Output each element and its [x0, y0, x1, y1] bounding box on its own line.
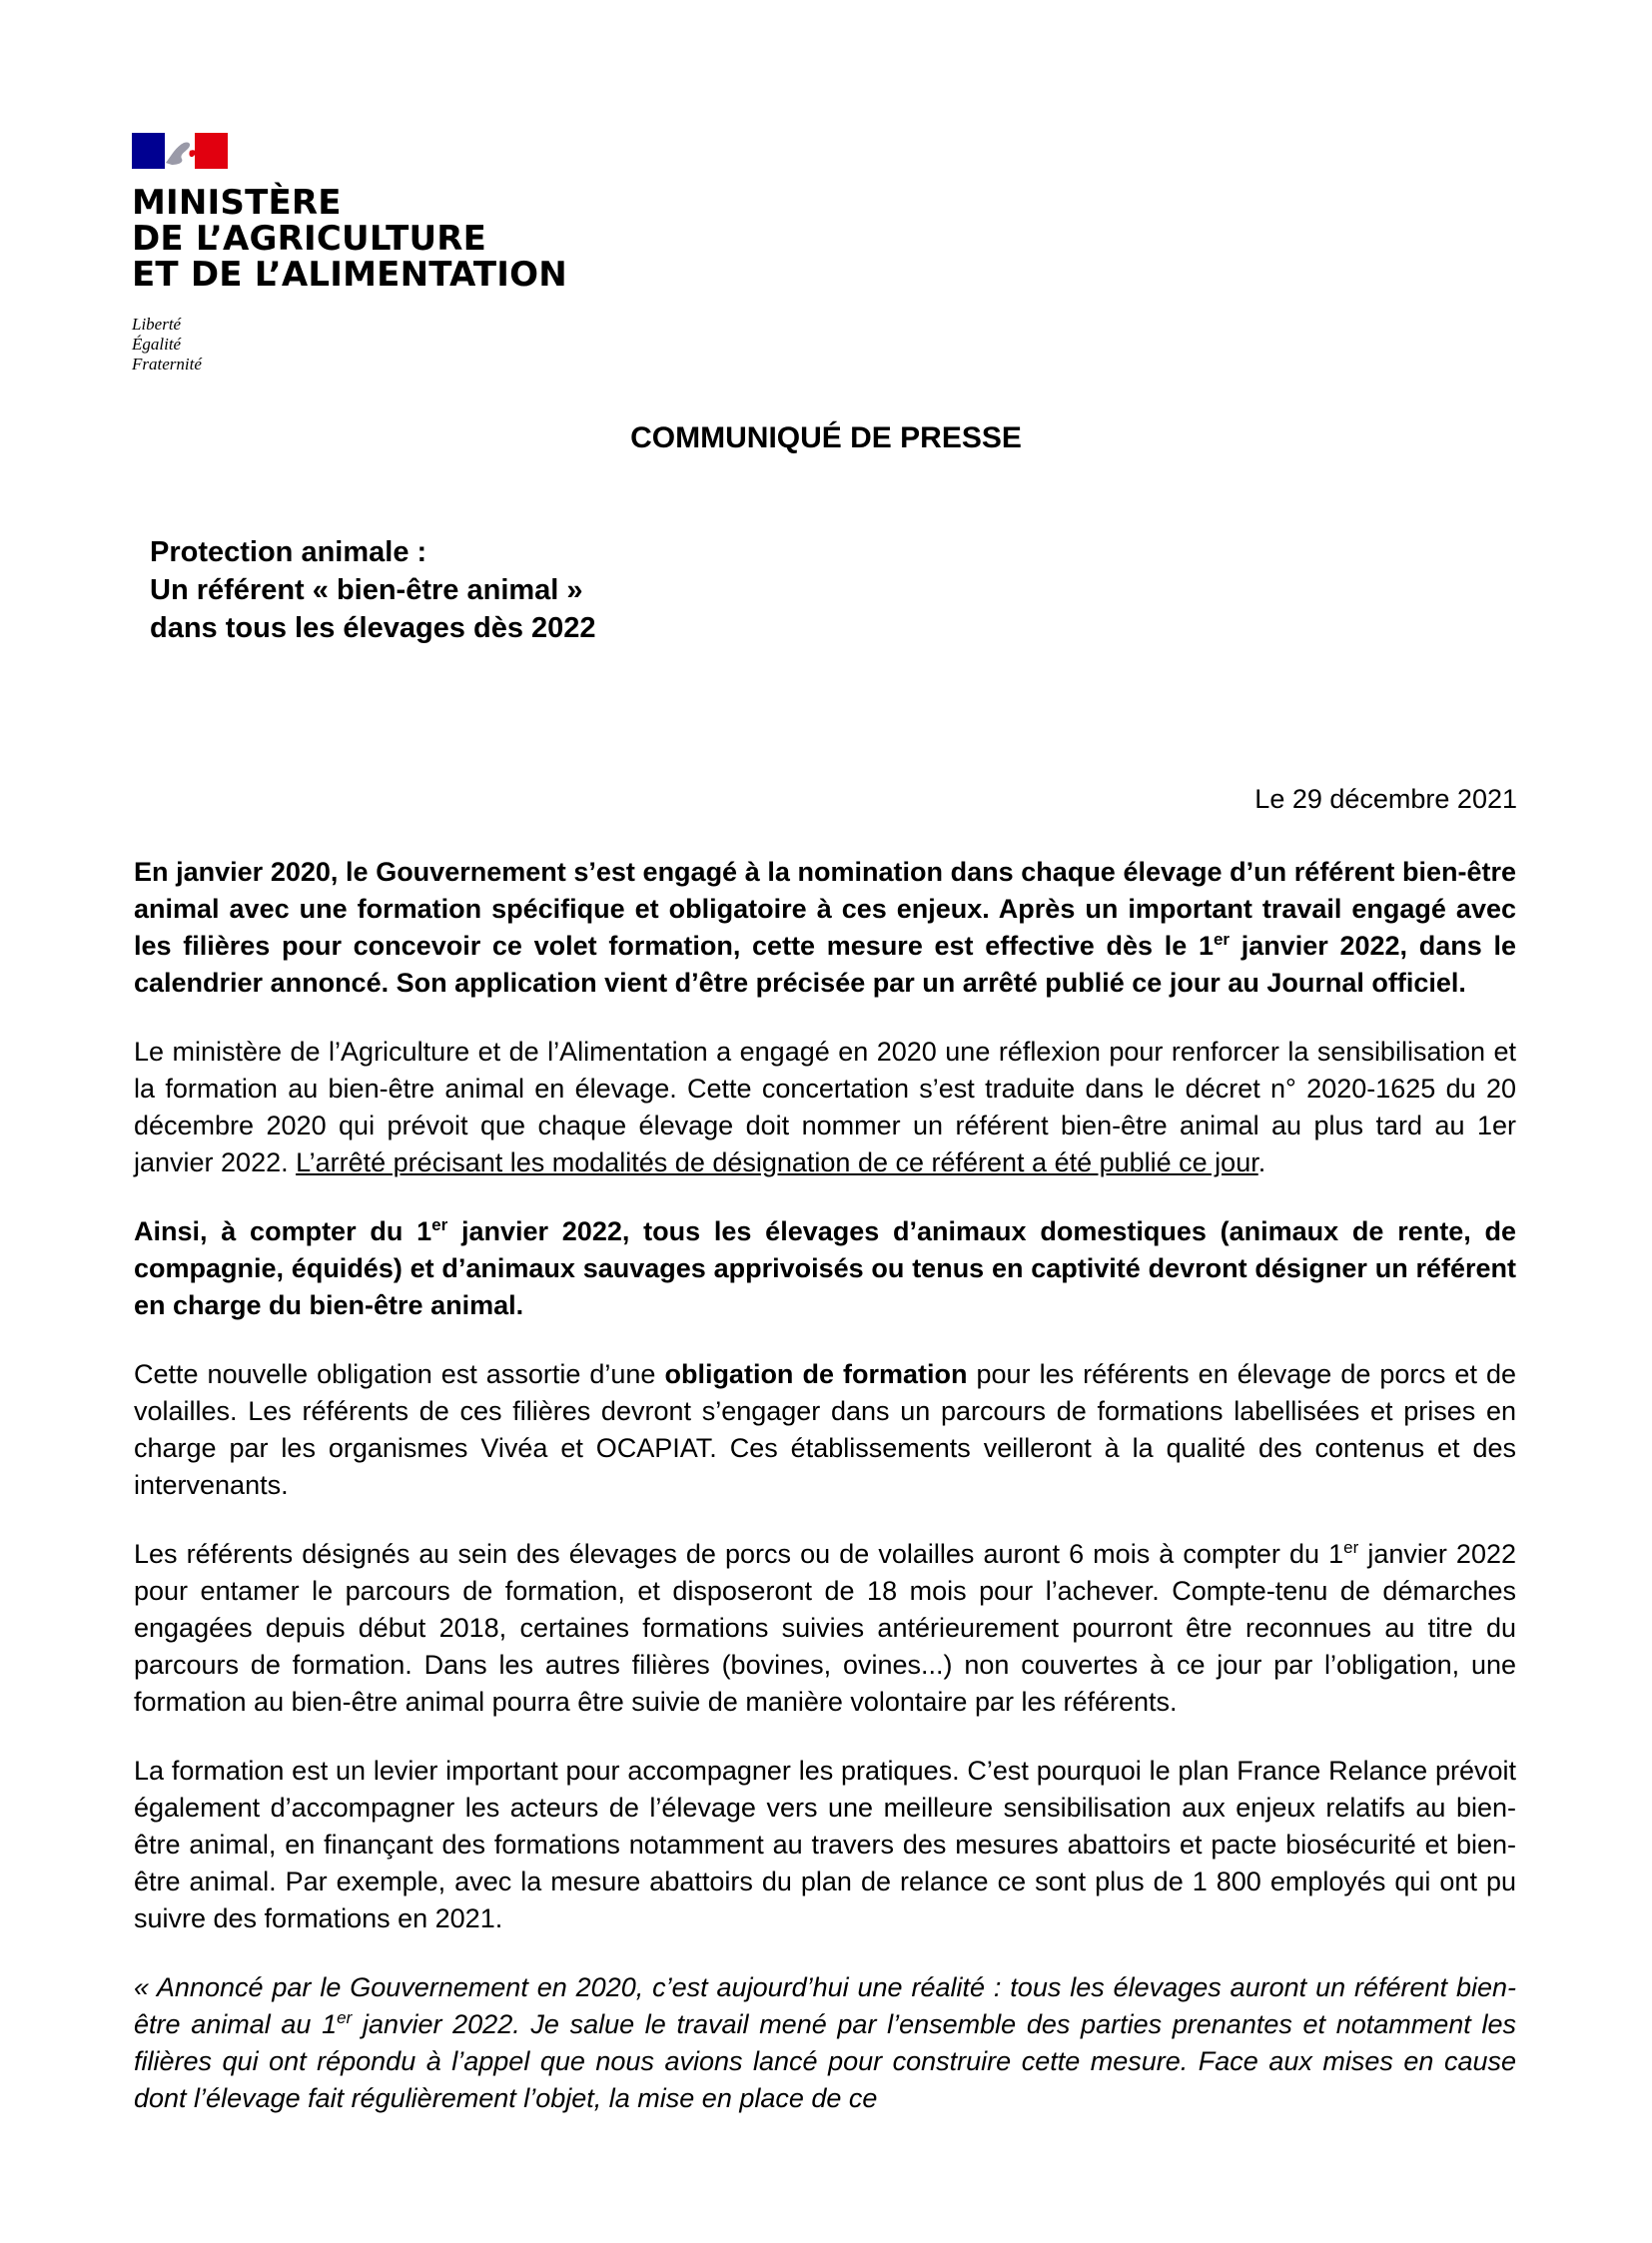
lead-paragraph: En janvier 2020, le Gouvernement s’est engagé à la nomination dans chaque élevage d’un référent bien-être animal avec une formation spécifique et obligatoire à ces enjeux. Après un important travail engagé avec les filières pour concevoir ce volet formation, cette mesure est effective dès le 1er janvier 2022, dans le calendrier annoncé. Son application vient d’être précisée par un arrêté publié ce jour au Journal officiel. [134, 857, 1516, 998]
obligation-paragraph: Ainsi, à compter du 1er janvier 2022, tous les élevages d’animaux domestiques (animaux de rente, de compagnie, équidés) et d’animaux sauvages apprivoisés ou tenus en captivité devront désigner un référent en charge du bien-être animal. [134, 1215, 1517, 1320]
quote-paragraph: « Annoncé par le Gouvernement en 2020, c’est aujourd’hui une réalité : tous les élevages auront un référent bien-être animal au 1er janvier 2022. Je salue le travail mené par l’ensemble des parties prenantes et notamment les filières qui ont répondu à l’appel que nous avions lancé pour construire cette mesure. Face aux mises en cause dont l’élevage fait régulièrement l’objet, la mise en place de ce [134, 1972, 1516, 2113]
france-relance-paragraph: La formation est un levier important pour accompagner les pratiques. C’est pourquoi le plan France Relance prévoit également d’accompagner les acteurs de l’élevage vers une meilleure sensibilisation aux enjeux relatifs au bien-être animal, en finançant des formations notamment au travers des mesures abattoirs et pacte biosécurité et bien-être animal. Par exemple, avec la mesure abattoirs du plan de relance ce sont plus de 1 800 employés qui ont pu suivre des formations en 2021. [134, 1756, 1516, 1933]
arrete-link[interactable]: L’arrêté précisant les modalités de désignation de ce référent a été publié ce jour [296, 1147, 1258, 1177]
context-paragraph: Le ministère de l’Agriculture et de l’Alimentation a engagé en 2020 une réflexion pour renforcer la sensibilisation et la formation au bien-être animal en élevage. Cette concertation s’est traduite dans le décret n° 2020-1625 du 20 décembre 2020 qui prévoit que chaque élevage doit nommer un référent bien-être animal au plus tard au 1er janvier 2022. L’arrêté précisant les modalités de désignation de ce référent a été publié ce jour. [134, 1037, 1516, 1177]
motto-line: Fraternité [132, 355, 202, 374]
release-title [150, 533, 596, 647]
ministry-logo [132, 133, 651, 374]
ministry-line: MINISTÈRE [132, 183, 342, 223]
ministry-line: ET DE L’ALIMENTATION [132, 255, 567, 295]
title-line: Un référent « bien-être animal » [150, 574, 583, 606]
timeline-paragraph: Les référents désignés au sein des élevages de porcs ou de volailles auront 6 mois à compter du 1er janvier 2022 pour entamer le parcours de formation, et disposeront de 18 mois pour l’achever. Compte-tenu de démarches engagées depuis début 2018, certaines formations suivies antérieurement pourront être reconnues au titre du parcours de formation. Dans les autres filières (bovines, ovines...) non couvertes à ce jour par l’obligation, une formation au bien-être animal pourra être suivie de manière volontaire par les référents. [134, 1538, 1516, 1717]
republic-motto [132, 315, 651, 374]
title-line: Protection animale : [150, 536, 427, 568]
motto-line: Égalité [132, 335, 182, 354]
title-line: dans tous les élevages dès 2022 [150, 612, 596, 644]
marianne-flag-icon [132, 133, 228, 169]
training-paragraph: Cette nouvelle obligation est assortie d’une obligation de formation pour les référents en élevage de porcs et de volailles. Les référents de ces filières devront s’engager dans un parcours de formations labellisées et prises en charge par les organismes Vivéa et OCAPIAT. Ces établissements veilleront à la qualité des contenus et des intervenants. [134, 1359, 1516, 1500]
release-date: Le 29 décembre 2021 [1254, 784, 1517, 814]
ministry-line: DE L’AGRICULTURE [132, 219, 487, 259]
motto-line: Liberté [132, 315, 182, 334]
ministry-name [132, 185, 651, 293]
press-release-label: COMMUNIQUÉ DE PRESSE [630, 421, 1022, 454]
release-body [134, 854, 1516, 2149]
